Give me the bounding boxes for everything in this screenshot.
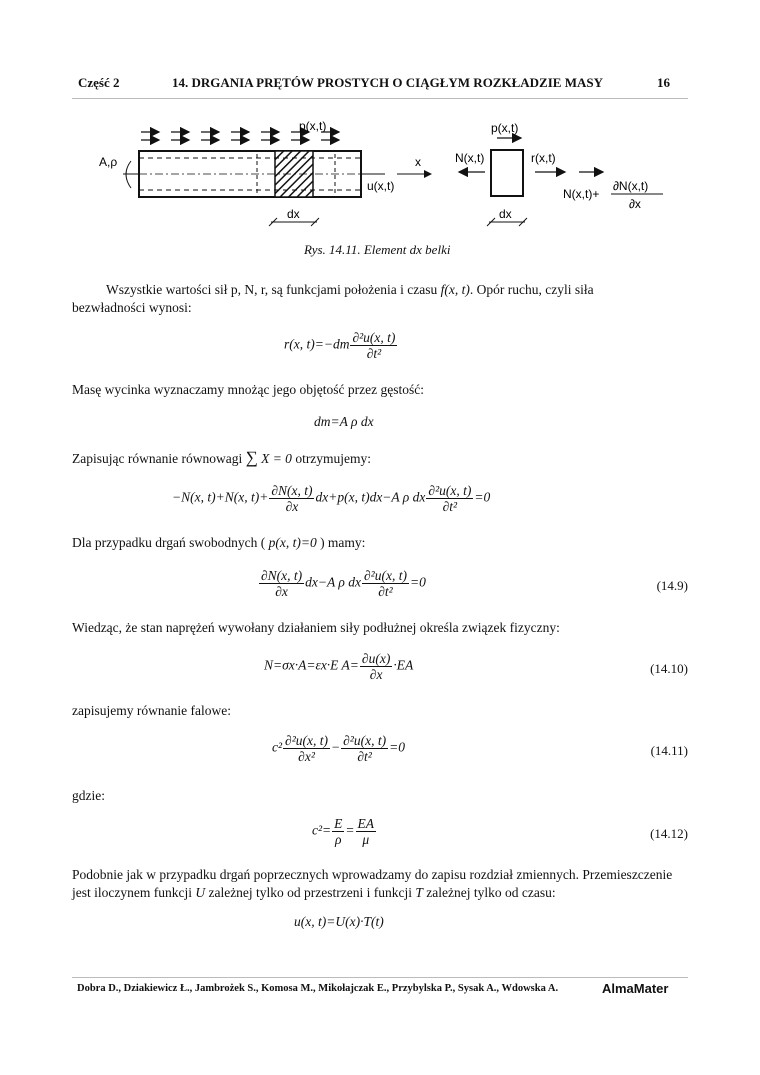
footer-authors: Dobra D., Dziakiewicz Ł., Jambrożek S., Komosa M., Mikołajczak E., Przybylska P., Sysak A., Wdowska A. (77, 983, 559, 994)
label-r: r(x,t) (531, 151, 556, 165)
paragraph-wave: zapisujemy równanie falowe: (72, 703, 231, 718)
equation-number-14-12: (14.12) (650, 826, 688, 841)
paragraph-stress: Wiedząc, że stan naprężeń wywołany działaniem siły podłużnej określa związek fizyczny: (72, 620, 560, 635)
paragraph-forces-line2: bezwładności wynosi: (72, 300, 192, 315)
equation-inertia: r(x, t)=−dm $\frac{\text{∂²u(x, t)}}{\text{∂t²}}$ (284, 330, 396, 361)
header-rule (72, 98, 688, 99)
label-p-right: p(x,t) (491, 121, 519, 135)
paragraph-where: gdzie: (72, 788, 105, 803)
equation-14-9: $\frac{\partial N(x, t)}{\partial x}$ dx−A ρ dx $\frac{\text{∂²u(x, t)}}{\text{∂t²}}$ =0 (261, 568, 426, 599)
header-title: 14. DRGANIA PRĘTÓW PROSTYCH O CIĄGŁYM ROZKŁADZIE MASY (172, 75, 603, 90)
label-p-left: p(x,t) (299, 119, 327, 133)
label-dx-right: dx (499, 207, 512, 221)
equation-14-11: c² $\frac{\text{∂²u(x, t)}}{\text{∂x²}}$ − $\frac{\text{∂²u(x, t)}}{\text{∂t²}}$ =0 (272, 733, 405, 764)
label-dx-left: dx (287, 207, 300, 221)
distributed-load-arrows (141, 132, 339, 140)
label-dN-num: ∂N(x,t) (613, 179, 649, 193)
header-part: Część 2 (78, 75, 120, 90)
beam-element-figure (95, 118, 675, 243)
label-u: u(x,t) (367, 179, 395, 193)
paragraph-mass: Masę wycinka wyznaczamy mnożąc jego objętość przez gęstość: (72, 382, 424, 397)
label-N: N(x,t) (455, 151, 485, 165)
equation-number-14-11: (14.11) (650, 743, 688, 758)
paragraph-separation-line2: jest iloczynem funkcji U zależnej tylko od przestrzeni i funkcji T zależnej tylko od czasu: (72, 885, 556, 900)
label-x: x (415, 155, 421, 169)
equation-number-14-10: (14.10) (650, 661, 688, 676)
equation-separation: u(x, t)=U(x)·T(t) (294, 914, 384, 929)
equation-equilibrium: −N(x, t)+N(x, t)+ $\frac{\partial N(x, t)}{\partial x}$ dx+p(x, t)dx−A ρ dx $\frac{\text{∂²u(x, t)}}{\text{∂t²}}$ =0 (172, 483, 491, 514)
equation-14-12: c²= $\frac{E}{\rho}$ = $\frac{EA}{\mu}$ (312, 816, 375, 847)
footer-brand: AlmaMater (602, 981, 669, 996)
equation-number-14-9: (14.9) (656, 578, 688, 593)
footer-rule (72, 977, 688, 978)
paragraph-equilibrium: Zapisując równanie równowagi ∑ X = 0 otrzymujemy: (72, 448, 372, 467)
label-N-plus: N(x,t)+ (563, 187, 600, 201)
equation-14-10: N=σx·A=εx·E A= $\frac{\partial u(x)}{\partial x}$ ·EA (264, 651, 414, 682)
figure-caption: Rys. 14.11. Element dx belki (304, 242, 451, 257)
label-dN-den: ∂x (629, 197, 641, 211)
paragraph-separation-line1: Podobnie jak w przypadku drgań poprzecznych wprowadzamy do zapisu rozdział zmiennych. Przemieszczenie (72, 867, 673, 882)
equation-dm: dm=A ρ dx (314, 414, 374, 429)
paragraph-free-vibration: Dla przypadku drgań swobodnych ( p(x, t)=0 ) mamy: (72, 535, 366, 550)
page-number: 16 (657, 75, 670, 90)
paragraph-forces: Wszystkie wartości sił p, N, r, są funkcjami położenia i czasu f(x, t). Opór ruchu, czyli siła (106, 282, 594, 297)
label-A-rho: A,ρ (99, 155, 118, 169)
